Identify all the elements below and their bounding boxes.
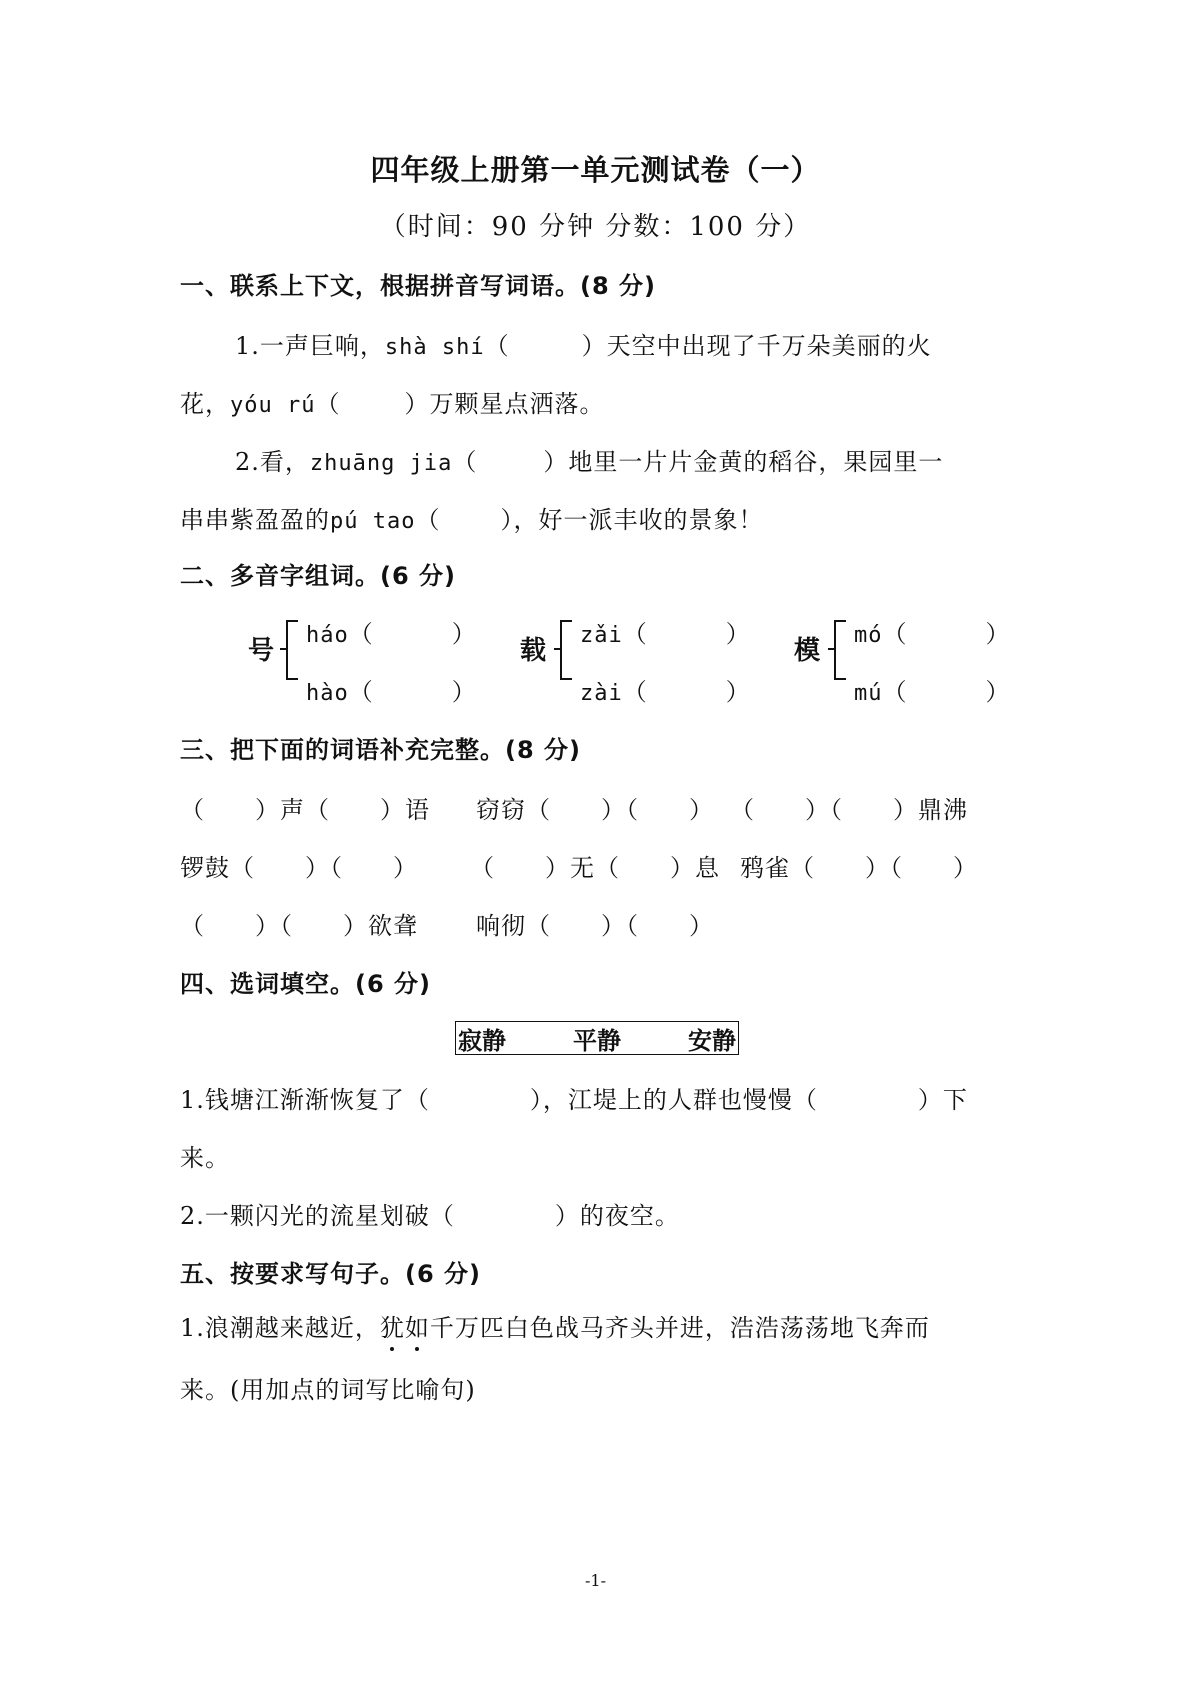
section1-q1-line1: [235, 326, 932, 361]
polyphone-char: 载: [520, 636, 547, 666]
close-paren: ）: [451, 678, 477, 706]
q2-text-pre2: 串串紫盈盈的: [180, 506, 330, 534]
idiom-item[interactable]: 窃窃（ ）（ ）: [476, 796, 714, 824]
pinyin: pú tao: [330, 509, 416, 534]
idiom-item[interactable]: （ ）（ ）欲聋: [180, 912, 418, 940]
reading-row: [306, 672, 477, 707]
pinyin: mú: [854, 681, 883, 706]
reading-row: [306, 614, 477, 649]
q1-text-post: 天空中出现了千万朵美丽的火: [606, 332, 932, 360]
section4-q2-line1[interactable]: 2.一颗闪光的流星划破（ ）的夜空。: [180, 1202, 680, 1230]
q1-text-post2: 万颗星点洒落。: [429, 390, 605, 418]
idiom-item[interactable]: 锣鼓（ ）（ ）: [180, 854, 418, 882]
emphasized-char: 犹: [380, 1308, 405, 1343]
section5-heading: 五、按要求写句子。(6 分): [180, 1260, 481, 1288]
close-paren: ）: [404, 390, 430, 418]
q2-text-post: 地里一片片金黄的稻谷，果园里一: [568, 448, 944, 476]
polyphone-char: 号: [248, 636, 275, 666]
close-paren: ）: [725, 620, 751, 648]
word-option: 安静: [688, 1026, 736, 1055]
open-paren: （: [622, 620, 648, 648]
open-paren: （: [622, 678, 648, 706]
pinyin: hào: [306, 681, 349, 706]
pinyin: zhuāng jia: [309, 451, 453, 476]
pinyin: zǎi: [580, 623, 623, 648]
brace-icon: [286, 620, 298, 680]
word-option: 平静: [573, 1026, 621, 1055]
reading-row: [580, 614, 751, 649]
brace-icon: [834, 620, 846, 680]
open-paren: （: [882, 678, 908, 706]
pinyin: shà shí: [384, 335, 485, 360]
section2-heading: 二、多音字组词。(6 分): [180, 562, 456, 590]
close-paren: ）: [543, 448, 569, 476]
q-text-post: 千万匹白色战马齐头并进，浩浩荡荡地飞奔而: [429, 1314, 930, 1342]
section3-heading: 三、把下面的词语补充完整。(8 分): [180, 736, 581, 764]
idiom-item[interactable]: （ ）（ ）鼎沸: [730, 796, 968, 824]
emphasized-char: 如: [405, 1308, 430, 1343]
pinyin: zài: [580, 681, 623, 706]
pinyin: mó: [854, 623, 883, 648]
open-paren: （: [348, 620, 374, 648]
pinyin: yóu rú: [230, 393, 316, 418]
word-option: 寂静: [458, 1026, 506, 1055]
idiom-item[interactable]: 鸦雀（ ）（ ）: [740, 854, 978, 882]
q1-text-pre2: 花，: [180, 390, 230, 418]
close-paren: ）: [451, 620, 477, 648]
close-paren: ）: [725, 678, 751, 706]
section1-q2-line1: [235, 442, 943, 477]
reading-row: [854, 614, 1011, 649]
q-text-pre: 1.浪潮越来越近，: [180, 1314, 380, 1342]
section4-q1-line1[interactable]: 1.钱塘江渐渐恢复了（ ），江堤上的人群也慢慢（ ）下: [180, 1086, 968, 1114]
pinyin: háo: [306, 623, 349, 648]
idiom-item[interactable]: （ ）声（ ）语: [180, 796, 430, 824]
page-title: 四年级上册第一单元测试卷（一）: [370, 153, 821, 187]
page-number: -1-: [585, 1571, 606, 1590]
section4-q1-line2: 来。: [180, 1144, 230, 1172]
open-paren: （: [415, 506, 441, 534]
open-paren: （: [484, 332, 510, 360]
reading-row: [854, 672, 1011, 707]
q2-text-pre: 2.看，: [235, 448, 310, 476]
section5-q1-line2: 来。(用加点的词写比喻句): [180, 1376, 476, 1404]
section1-q1-line2: [180, 384, 604, 419]
close-paren: ）: [985, 678, 1011, 706]
close-paren: ）: [500, 506, 514, 534]
section5-q1-line1: [180, 1308, 930, 1343]
reading-row: [580, 672, 751, 707]
section4-heading: 四、选词填空。(6 分): [180, 970, 431, 998]
close-paren: ）: [581, 332, 607, 360]
open-paren: （: [315, 390, 341, 418]
idiom-item[interactable]: 响彻（ ）（ ）: [476, 912, 714, 940]
q1-text-pre: 1.一声巨响，: [235, 332, 385, 360]
close-paren: ）: [985, 620, 1011, 648]
idiom-item[interactable]: （ ）无（ ）息: [470, 854, 720, 882]
word-bank-box: [455, 1021, 739, 1055]
polyphone-char: 模: [794, 636, 821, 666]
exam-info: （时间：90 分钟 分数：100 分）: [379, 212, 812, 242]
q2-text-post2: ，好一派丰收的景象！: [513, 506, 764, 534]
open-paren: （: [882, 620, 908, 648]
section1-q2-line2: [180, 500, 763, 535]
open-paren: （: [348, 678, 374, 706]
open-paren: （: [452, 448, 478, 476]
section1-heading: 一、联系上下文，根据拼音写词语。(8 分): [180, 272, 656, 300]
brace-icon: [560, 620, 572, 680]
